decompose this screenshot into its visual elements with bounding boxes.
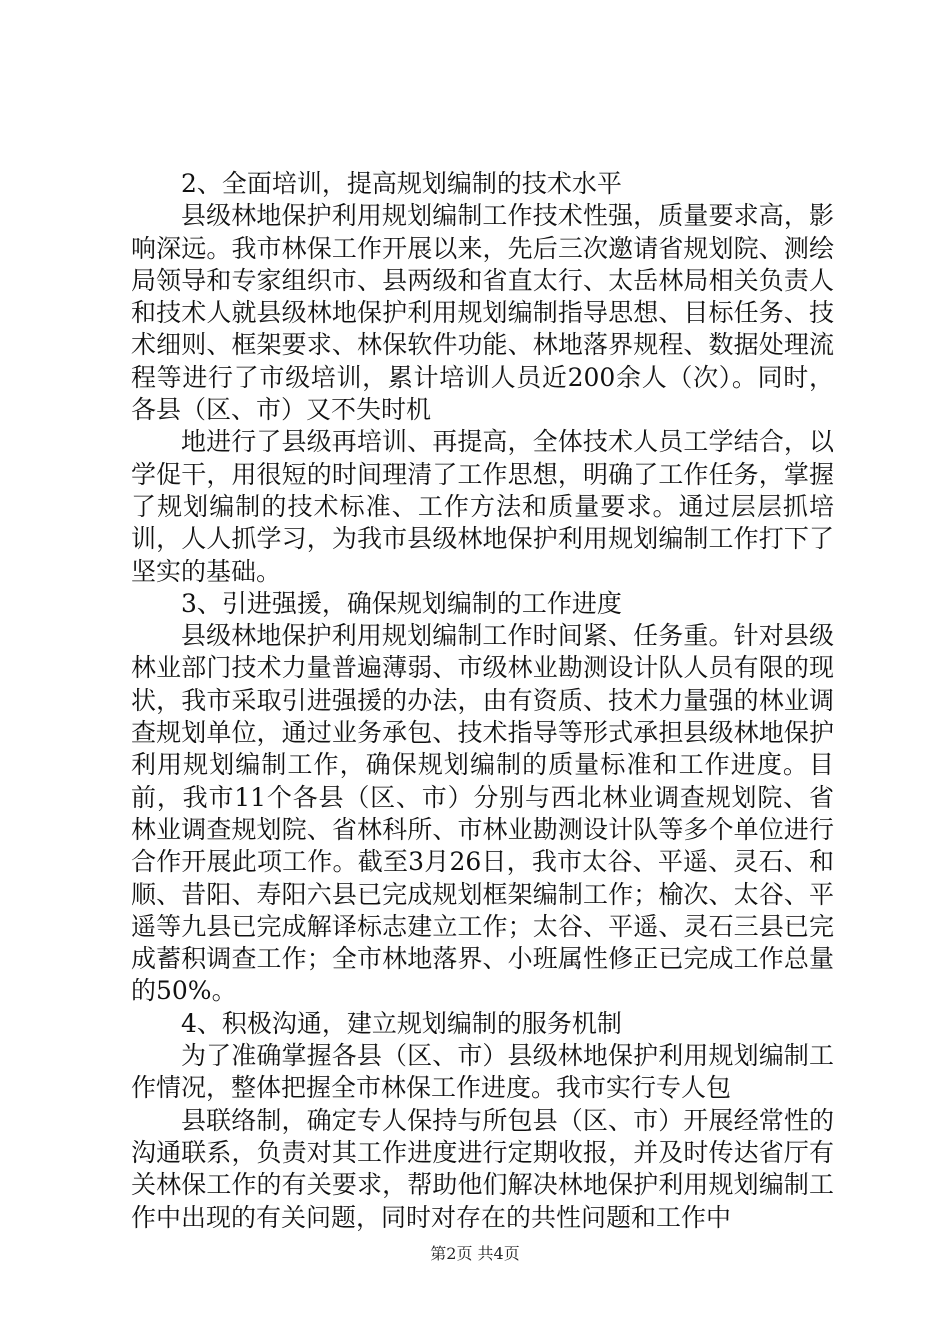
section-heading-training: 2、全面培训，提高规划编制的技术水平 bbox=[181, 169, 622, 198]
paragraph-assistance: 县级林地保护利用规划编制工作时间紧、任务重。针对县级林业部门技术力量普遍薄弱、市级林业勘测设计队人员有限的现状，我市采取引进强援的办法，由有资质、技术力量强的林业调查规划单位，通过业务承包、技术指导等形式承担县级林地保护利用规划编制工作，确保规划编制的质量标准和工作进度。目前，我市11个各县（区、市）分别与西北林业调查规划院、省林业调查规划院、省林科所、市林业勘测设计队等多个单位进行合作开展此项工作。截至3月26日，我市太谷、平遥、灵石、和顺、昔阳、寿阳六县已完成规划框架编制工作；榆次、太谷、平遥等九县已完成解译标志建立工作；太谷、平遥、灵石三县已完成蓄积调查工作；全市林地落界、小班属性修正已完成工作总量的50%。 bbox=[131, 621, 834, 1006]
paragraph-communication-intro: 为了准确掌握各县（区、市）县级林地保护利用规划编制工作情况，整体把握全市林保工作进度。我市实行专人包 bbox=[131, 1041, 834, 1103]
paragraph-communication-liaison: 县联络制，确定专人保持与所包县（区、市）开展经常性的沟通联系，负责对其工作进度进行定期收报，并及时传达省厅有关林保工作的有关要求，帮助他们解决林地保护利用规划编制工作中出现的有关问题，同时对存在的共性问题和工作中 bbox=[131, 1105, 834, 1232]
section-heading-communication: 4、积极沟通，建立规划编制的服务机制 bbox=[181, 1008, 622, 1038]
page-number-footer: 第2页 共4页 bbox=[430, 1244, 520, 1263]
document-body bbox=[131, 168, 834, 1234]
paragraph-training-county: 地进行了县级再培训、再提高，全体技术人员工学结合，以学促干，用很短的时间理清了工作思想，明确了工作任务，掌握了规划编制的技术标准、工作方法和质量要求。通过层层抓培训，人人抓学习，为我市县级林地保护利用规划编制工作打下了坚实的基础。 bbox=[131, 427, 834, 586]
paragraph-training-intro: 县级林地保护利用规划编制工作技术性强，质量要求高，影响深远。我市林保工作开展以来，先后三次邀请省规划院、测绘局领导和专家组织市、县两级和省直太行、太岳林局相关负责人和技术人就县级林地保护利用规划编制指导思想、目标任务、技术细则、框架要求、林保软件功能、林地落界规程、数据处理流程等进行了市级培训，累计培训人员近200余人（次）。同时，各县（区、市）又不失时机 bbox=[131, 201, 834, 425]
section-heading-assistance: 3、引进强援，确保规划编制的工作进度 bbox=[181, 588, 622, 618]
